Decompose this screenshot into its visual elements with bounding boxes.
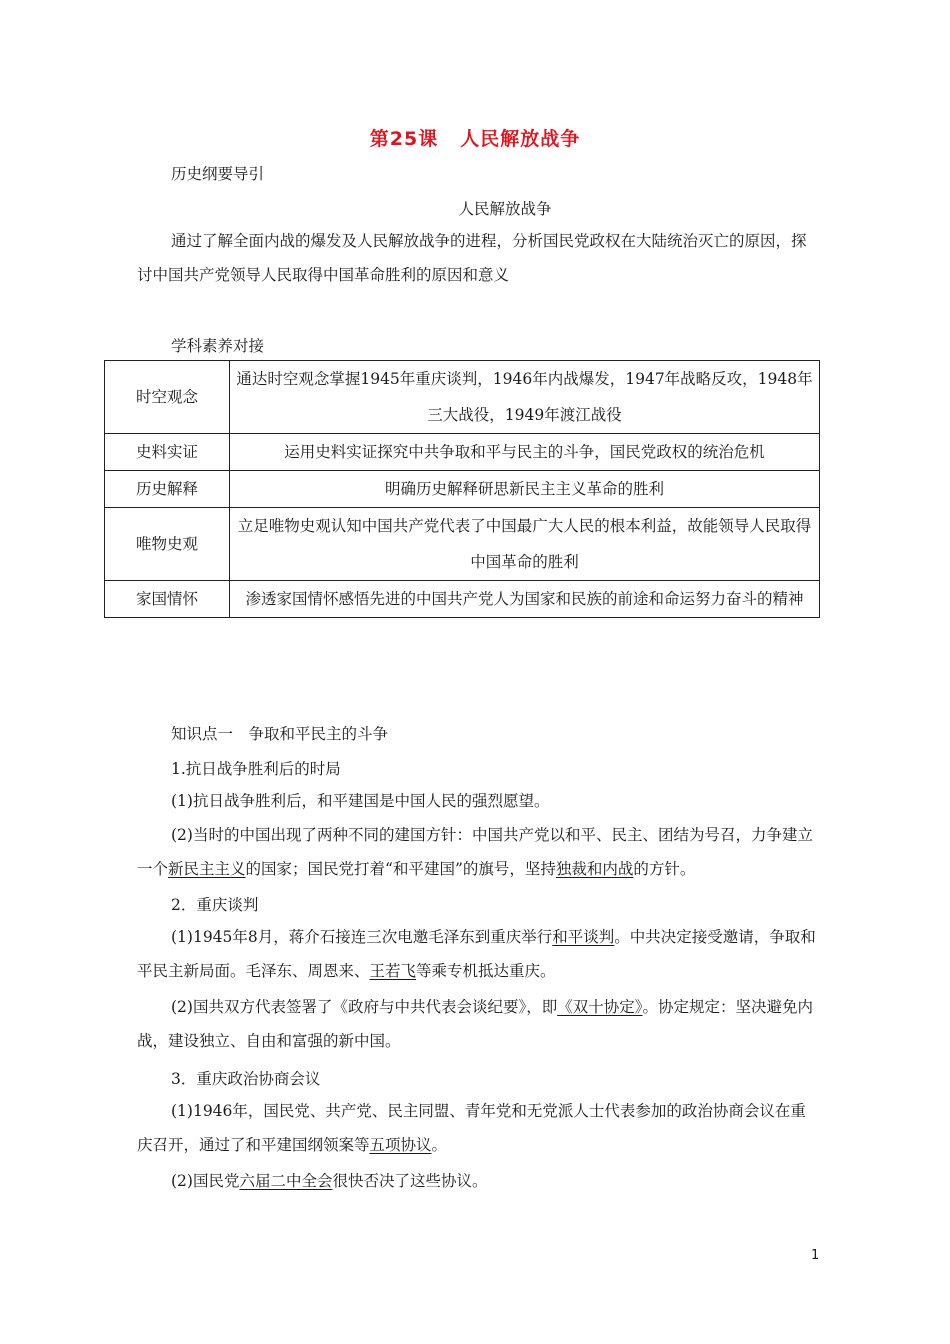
section-2-para-1 <box>137 920 817 988</box>
section-1-title: 1.抗日战争胜利后的时局 <box>171 760 341 778</box>
section-3-title: 3．重庆政治协商会议 <box>171 1070 321 1088</box>
row-value: 运用史料实证探究中共争取和平与民主的斗争，国民党政权的统治危机 <box>230 434 820 471</box>
table-row <box>105 508 820 581</box>
guide-text: 通过了解全面内战的爆发及人民解放战争的进程，分析国民党政权在大陆统治灭亡的原因，探讨中国共产党领导人民取得中国革命胜利的原因和意义 <box>137 232 807 284</box>
text-run: (1)1946年，国民党、共产党、民主同盟、青年党和无党派人士代表参加的政治协商会议在重庆召开，通过了和平建国纲领案等 <box>137 1102 806 1154</box>
lesson-name: 人民解放战争 <box>460 128 581 150</box>
underlined-term: 新民主主义 <box>168 860 246 878</box>
section-2-para-2 <box>137 990 817 1058</box>
table-row <box>105 361 820 434</box>
row-key: 时空观念 <box>105 361 230 434</box>
guide-heading: 历史纲要导引 <box>171 165 265 183</box>
page-number: 1 <box>811 1248 820 1263</box>
text-run: 很快否决了这些协议。 <box>332 1172 488 1190</box>
section-3-para-2 <box>137 1164 817 1198</box>
text-run: 的方针。 <box>633 860 696 878</box>
section-1-para-2 <box>137 818 817 886</box>
knowledge-heading: 知识点一 争取和平民主的斗争 <box>171 725 389 743</box>
underlined-term: 王若飞 <box>369 962 417 980</box>
underlined-term: 独裁和内战 <box>555 860 634 878</box>
text-run: 。中共决定接受邀请，争取和平民主新局面。毛泽东、周恩来、 <box>137 928 816 980</box>
underlined-term: 《双十协定》 <box>557 998 643 1016</box>
row-key: 家国情怀 <box>105 581 230 618</box>
row-value: 立足唯物史观认知中国共产党代表了中国最广大人民的根本利益，故能领导人民取得中国革命的胜利 <box>230 508 820 581</box>
underlined-term: 五项协议 <box>369 1136 432 1154</box>
table-row <box>105 471 820 508</box>
section-2-title: 2．重庆谈判 <box>171 896 259 914</box>
lesson-number: 第25课 <box>369 128 439 150</box>
literacy-table <box>104 360 820 618</box>
section-1-para-1: (1)抗日战争胜利后，和平建国是中国人民的强烈愿望。 <box>171 792 550 810</box>
text-run: 的国家；国民党打着“和平建国”的旗号，坚持 <box>245 860 556 878</box>
underlined-term: 六届二中全会 <box>239 1172 333 1190</box>
underlined-term: 和平谈判 <box>552 928 615 946</box>
row-key: 唯物史观 <box>105 508 230 581</box>
text-run: (2)当时的中国出现了两种不同的建国方针：中国共产党以和平、民主、团结为号召，力争建立一个 <box>137 826 813 878</box>
row-value: 明确历史解释研思新民主主义革命的胜利 <box>230 471 820 508</box>
text-run: (2)国民党 <box>171 1172 240 1190</box>
table-row <box>105 581 820 618</box>
text-run: (2)国共双方代表签署了《政府与中共代表会谈纪要》，即 <box>171 998 558 1016</box>
text-run: 。 <box>431 1136 448 1154</box>
text-run: 等乘专机抵达重庆。 <box>416 962 556 980</box>
table-row <box>105 434 820 471</box>
guide-subheading: 人民解放战争 <box>458 200 552 218</box>
row-value: 通达时空观念掌握1945年重庆谈判，1946年内战爆发，1947年战略反攻，1948年三大战役，1949年渡江战役 <box>230 361 820 434</box>
row-key: 历史解释 <box>105 471 230 508</box>
row-value: 渗透家国情怀感悟先进的中国共产党人为国家和民族的前途和命运努力奋斗的精神 <box>230 581 820 618</box>
section-3-para-1 <box>137 1094 817 1162</box>
text-run: 。协定规定：坚决避免内战，建设独立、自由和富强的新中国。 <box>137 998 813 1050</box>
text-run: (1)1945年8月，蒋介石接连三次电邀毛泽东到重庆举行 <box>171 928 553 946</box>
row-key: 史料实证 <box>105 434 230 471</box>
lesson-title <box>0 124 950 151</box>
literacy-heading: 学科素养对接 <box>171 337 265 355</box>
